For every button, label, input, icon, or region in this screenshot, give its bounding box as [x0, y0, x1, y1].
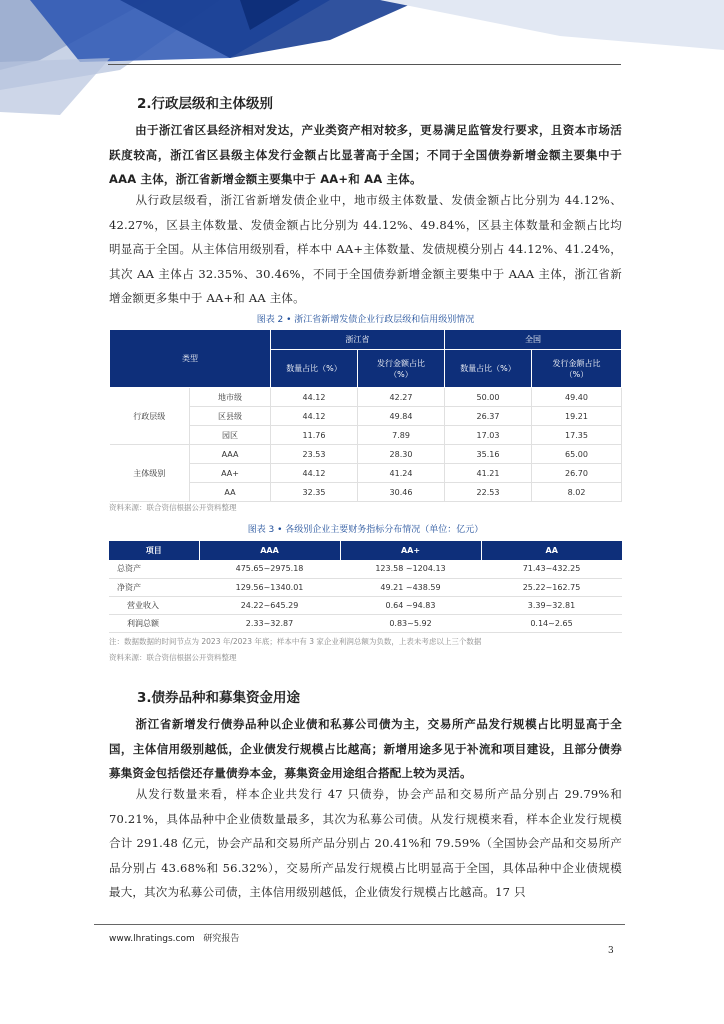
- col-zhejiang: 浙江省: [271, 330, 445, 350]
- cell: 3.39~32.81: [481, 596, 622, 614]
- cell: 7.89: [358, 426, 445, 445]
- table-3: [109, 541, 622, 633]
- cell: 0.64 ~94.83: [340, 596, 481, 614]
- cell: 49.40: [532, 388, 622, 407]
- footer-rule: [94, 924, 625, 925]
- cell: 475.65~2975.18: [199, 560, 340, 578]
- table-2-caption: 图表 2 • 浙江省新增发债企业行政层级和信用级别情况: [256, 315, 475, 325]
- footer-label: 研究报告: [203, 934, 240, 944]
- col-zj-count: 数量占比（%）: [271, 350, 358, 388]
- cell: 0.14~2.65: [481, 614, 622, 632]
- row-label: 利润总额: [109, 614, 199, 632]
- cell: 71.43~432.25: [481, 560, 622, 578]
- footer: [109, 931, 239, 944]
- section-3-body: 从发行数量来看，样本企业共发行 47 只债券，协会产品和交易所产品分别占 29.79%和 70.21%，具体品种中企业债数量最多，其次为私募公司债。从发行规模来看，样本企业发行规模合计 291.48 亿元，协会产品和交易所产品分别占 20.41%和 79.59%（全国协会产品和交易所产品分别占 43.68%和 56.32%），交易所产品发行规模占比明显高于全国，具体品种中企业债规模最大，其次为私募公司债，主体信用级别越低，企业债发行规模占比越高。17 只: [109, 787, 622, 900]
- table-2: [109, 329, 622, 502]
- cell: 41.21: [445, 464, 532, 483]
- row-label: 园区: [190, 426, 271, 445]
- row-label: 区县级: [190, 407, 271, 426]
- table-row: [109, 578, 622, 596]
- table-row: [109, 614, 622, 632]
- col-type: 类型: [110, 330, 271, 388]
- table-2-source: 资料来源：联合资信根据公开资料整理: [109, 503, 237, 512]
- cell: 123.58 ~1204.13: [340, 560, 481, 578]
- header-rule: [108, 64, 621, 65]
- header-decoration: [0, 0, 724, 120]
- section-2-heading: 2.行政层级和主体级别: [137, 96, 274, 112]
- cell: 30.46: [358, 483, 445, 502]
- cell: 0.83~5.92: [340, 614, 481, 632]
- row-label: 营业收入: [109, 596, 199, 614]
- row-label: AA: [190, 483, 271, 502]
- table-row: [110, 445, 622, 464]
- section-3-summary: 浙江省新增发行债券品种以企业债和私募公司债为主，交易所产品发行规模占比明显高于全国，主体信用级别越低，企业债发行规模占比越高；新增用途多见于补流和项目建设，且部分债券募集资金包括偿还存量债券本金，募集资金用途组合搭配上较为灵活。: [109, 717, 622, 781]
- col-nat-count: 数量占比（%）: [445, 350, 532, 388]
- cell: 19.21: [532, 407, 622, 426]
- row-label: 地市级: [190, 388, 271, 407]
- table-3-source: 资料来源：联合资信根据公开资料整理: [109, 653, 237, 662]
- cell: 42.27: [358, 388, 445, 407]
- cell: 50.00: [445, 388, 532, 407]
- col-nat-amount: 发行金额占比 （%）: [532, 350, 622, 388]
- page-number: 3: [608, 946, 614, 956]
- cell: 11.76: [271, 426, 358, 445]
- cell: 25.22~162.75: [481, 578, 622, 596]
- col-zj-amount: 发行金额占比 （%）: [358, 350, 445, 388]
- cell: 65.00: [532, 445, 622, 464]
- cell: 8.02: [532, 483, 622, 502]
- row-label: 总资产: [109, 560, 199, 578]
- cell: 35.16: [445, 445, 532, 464]
- group-label: 行政层级: [110, 388, 190, 445]
- table-row: [109, 596, 622, 614]
- cell: 129.56~1340.01: [199, 578, 340, 596]
- cell: 2.33~32.87: [199, 614, 340, 632]
- col-aa: AA: [481, 541, 622, 560]
- footer-site-link[interactable]: www.lhratings.com: [109, 934, 195, 944]
- cell: 17.35: [532, 426, 622, 445]
- col-item: 项目: [109, 541, 199, 560]
- cell: 28.30: [358, 445, 445, 464]
- section-2-body: 从行政层级看，浙江省新增发债企业中，地市级主体数量、发债金额占比分别为 44.12%、42.27%，区县主体数量、发债金额占比分别为 44.12%、49.84%，区县主体数量和金额占比均明显高于全国。从主体信用级别看，样本中 AA+主体数量、发债规模分别占 44.12%、41.24%，其次 AA 主体占 32.35%、30.46%，不同于全国债券新增金额主要集中于 AAA 主体，浙江省新增金额更多集中于 AA+和 AA 主体。: [109, 193, 622, 306]
- group-label: 主体级别: [110, 445, 190, 502]
- cell: 49.84: [358, 407, 445, 426]
- table-3-note: 注：数据数据的时间节点为 2023 年/2023 年底；样本中有 3 家企业利润总额为负数，上表未考虑以上三个数据: [109, 637, 482, 646]
- col-aap: AA+: [340, 541, 481, 560]
- row-label: AA+: [190, 464, 271, 483]
- cell: 44.12: [271, 464, 358, 483]
- table-3-caption: 图表 3 • 各级别企业主要财务指标分布情况（单位：亿元）: [247, 525, 484, 535]
- cell: 44.12: [271, 407, 358, 426]
- cell: 24.22~645.29: [199, 596, 340, 614]
- col-national: 全国: [445, 330, 622, 350]
- cell: 41.24: [358, 464, 445, 483]
- cell: 17.03: [445, 426, 532, 445]
- table-row: [109, 560, 622, 578]
- table-row: [110, 388, 622, 407]
- row-label: AAA: [190, 445, 271, 464]
- section-3-heading: 3.债券品种和募集资金用途: [137, 690, 301, 706]
- cell: 23.53: [271, 445, 358, 464]
- cell: 26.37: [445, 407, 532, 426]
- cell: 32.35: [271, 483, 358, 502]
- row-label: 净资产: [109, 578, 199, 596]
- col-aaa: AAA: [199, 541, 340, 560]
- section-2-summary: 由于浙江省区县经济相对发达，产业类资产相对较多，更易满足监管发行要求，且资本市场活跃度较高，浙江省区县级主体发行金额占比显著高于全国；不同于全国债券新增金额主要集中于 AAA 主体，浙江省新增金额主要集中于 AA+和 AA 主体。: [109, 123, 622, 187]
- cell: 22.53: [445, 483, 532, 502]
- cell: 49.21 ~438.59: [340, 578, 481, 596]
- cell: 44.12: [271, 388, 358, 407]
- cell: 26.70: [532, 464, 622, 483]
